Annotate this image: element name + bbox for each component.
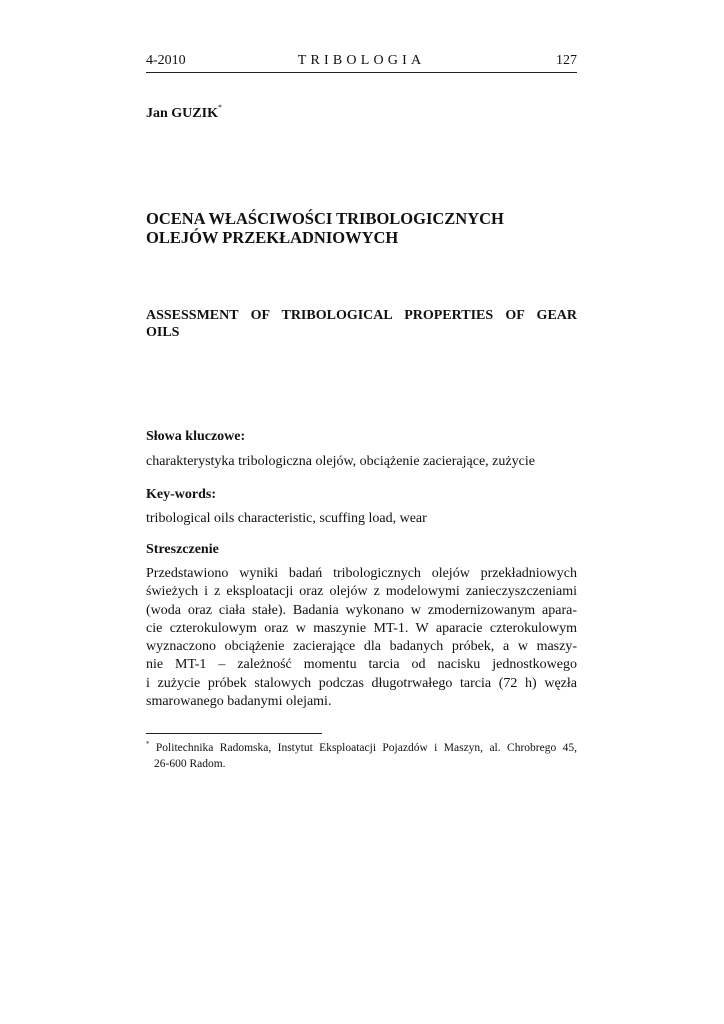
title-polish-line-1: OCENA WŁAŚCIWOŚCI TRIBOLOGICZNYCH [146, 209, 504, 228]
page-number: 127 [556, 53, 577, 68]
author-name: Jan GUZIK [146, 106, 218, 121]
title-polish-line-2: OLEJÓW PRZEKŁADNIOWYCH [146, 228, 399, 247]
title-english [146, 307, 577, 341]
abstract-line: cie czterokulowym oraz w maszynie MT-1. W aparacie czterokulowym [146, 620, 577, 636]
title-polish [146, 209, 577, 247]
author-line [146, 105, 222, 123]
footnote [146, 740, 577, 772]
footnote-rule [146, 733, 322, 734]
abstract-line: i zużycie próbek stalowych podczas długotrwałego tarcia (72 h) węzła [146, 675, 577, 691]
title-english-line-2: OILS [146, 325, 180, 340]
paper-page [146, 0, 577, 1024]
title-english-line-1: ASSESSMENT OF TRIBOLOGICAL PROPERTIES OF GEAR [146, 308, 577, 323]
abstract-label: Streszczenie [146, 542, 219, 557]
keywords-pl-text: charakterystyka tribologiczna olejów, obciążenie zacierające, zużycie [146, 454, 535, 469]
keywords-en-label: Key-words: [146, 487, 216, 502]
abstract-line: wyznaczono obciążenie zacierające dla badanych próbek, a w maszy- [146, 639, 577, 655]
footnote-line-2: 26-600 Radom. [154, 758, 226, 770]
abstract-body [146, 565, 577, 711]
keywords-pl-label: Słowa kluczowe: [146, 429, 246, 444]
abstract-line: Przedstawiono wyniki badań tribologicznych olejów przekładniowych [146, 566, 577, 581]
abstract-line: (woda oraz ciała stałe). Badania wykonano w zmodernizowanym apara- [146, 602, 577, 618]
keywords-en-text: tribological oils characteristic, scuffing load, wear [146, 511, 427, 526]
running-header [146, 51, 577, 71]
footnote-marker: * [146, 740, 150, 748]
abstract-line: nie MT-1 – zależność momentu tarcia od nacisku jednostkowego [146, 657, 577, 673]
abstract-line: świeżych i z eksploatacji oraz olejów z modelowymi zanieczyszczeniami [146, 584, 577, 600]
header-rule [146, 72, 577, 73]
author-footnote-marker: * [217, 103, 222, 112]
issue-number: 4-2010 [146, 53, 186, 68]
footnote-line-1 [146, 740, 577, 756]
footnote-affiliation: Politechnika Radomska, Instytut Eksploatacji Pojazdów i Maszyn, al. Chrobrego 45, [155, 742, 577, 754]
journal-name: TRIBOLOGIA [297, 53, 426, 68]
abstract-line: smarowanego badanymi olejami. [146, 694, 332, 710]
